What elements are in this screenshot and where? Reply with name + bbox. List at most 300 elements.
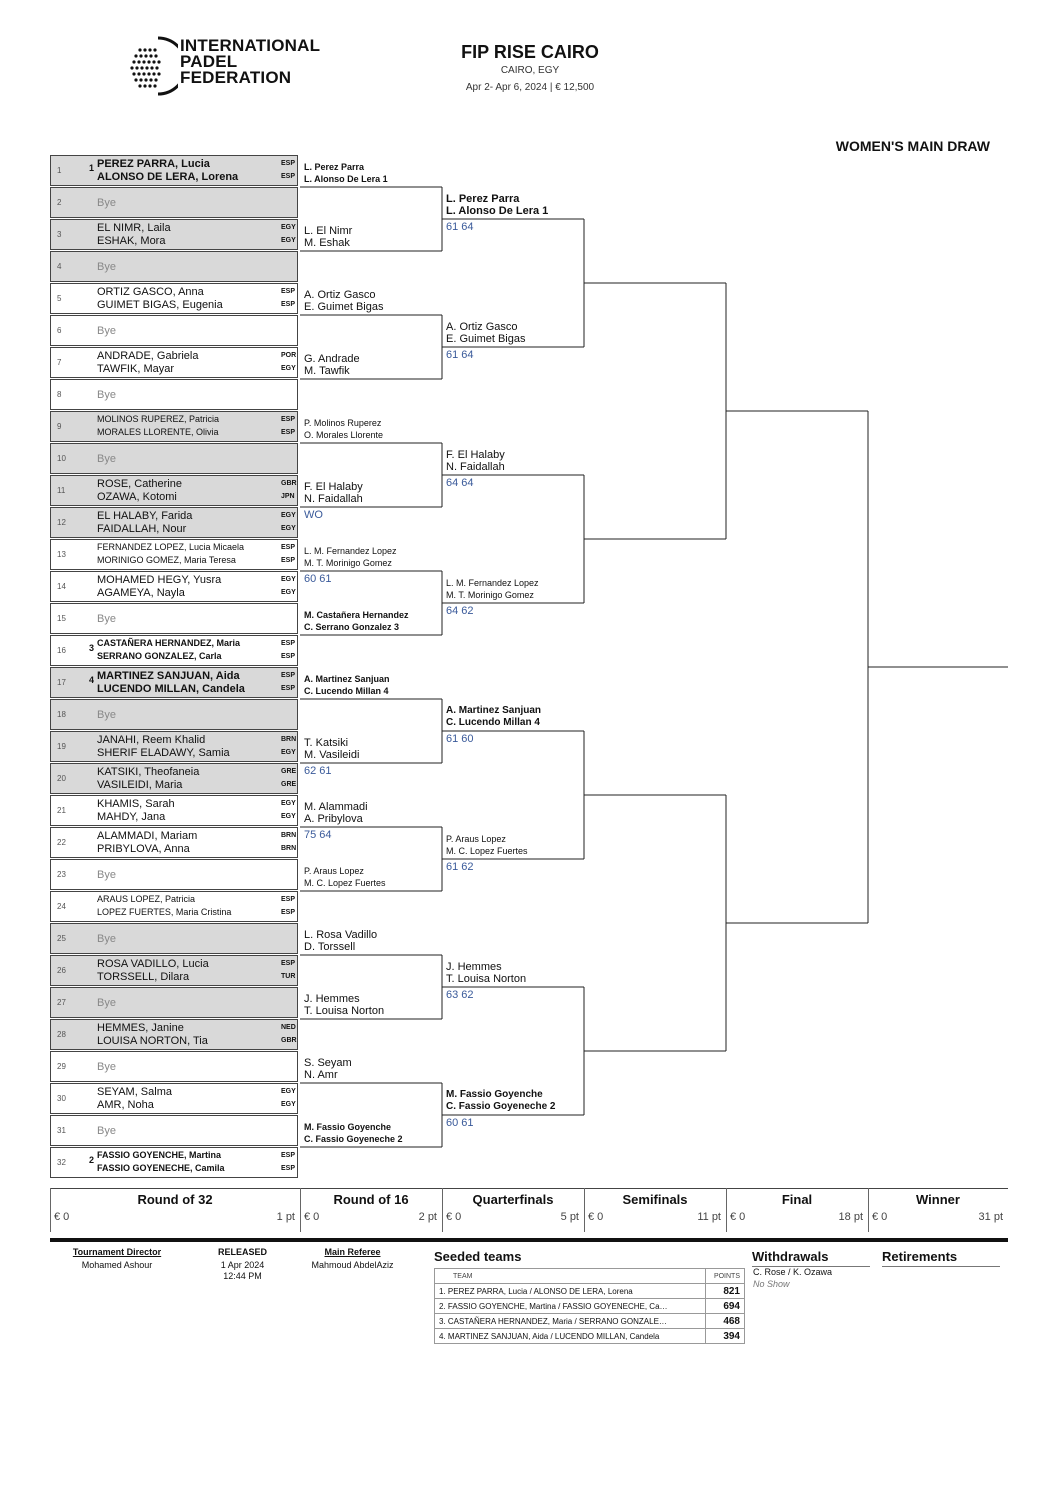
qf-team: [446, 833, 528, 857]
draw-slot: [50, 411, 298, 442]
r16-team: [304, 481, 363, 505]
seed-number: 4.: [439, 1331, 446, 1341]
slot-player-1: EL HALABY, Farida: [97, 510, 193, 522]
slot-country-2: BRN: [281, 845, 297, 852]
qf-score: 64 64: [446, 477, 474, 489]
draw-title: WOMEN'S MAIN DRAW: [835, 138, 990, 154]
slot-bye: Bye: [97, 325, 116, 337]
r16-team: [304, 225, 352, 249]
draw-slot: [50, 219, 298, 250]
slot-bye: Bye: [97, 261, 116, 273]
qf-team: [446, 1089, 556, 1113]
round-prize: € 0: [54, 1211, 70, 1223]
slot-position: 2: [57, 198, 62, 207]
slot-player-1: MOLINOS RUPEREZ, Patricia: [97, 414, 220, 424]
round-name: Quarterfinals: [472, 1192, 554, 1207]
released-label: RELEASED: [217, 1247, 267, 1257]
round-name: Round of 32: [137, 1192, 213, 1207]
r16-player-1: L. Rosa Vadillo: [304, 929, 378, 941]
seed-team: PEREZ PARRA, Lucia / ALONSO DE LERA, Lorena: [447, 1286, 633, 1296]
r16-player-1: L. Perez Parra: [304, 162, 365, 172]
slot-player-1: KATSIKI, Theofaneia: [97, 766, 200, 778]
round-points: 2 pt: [418, 1211, 437, 1223]
slot-position: 3: [57, 230, 62, 239]
r16-player-1: J. Hemmes: [304, 993, 360, 1005]
slot-country-1: POR: [281, 352, 297, 359]
summary-divider: [50, 1188, 51, 1232]
draw-slot: [50, 475, 298, 506]
qf-score: 61 64: [446, 349, 474, 361]
main-referee-name: Mahmoud AbdelAziz: [311, 1260, 394, 1270]
qf-score: 63 62: [446, 989, 474, 1001]
r16-score: 60 61: [304, 573, 332, 585]
draw-slot: [50, 251, 298, 282]
released-time: 12:44 PM: [223, 1271, 262, 1281]
slot-country-1: ESP: [281, 160, 296, 167]
slot-player-1: ALAMMADI, Mariam: [97, 830, 198, 842]
r16-player-2: M. Vasileidi: [304, 749, 360, 761]
round-points: 11 pt: [697, 1211, 721, 1223]
r16-player-2: E. Guimet Bigas: [304, 301, 384, 313]
released-date: 1 Apr 2024: [220, 1260, 265, 1270]
team-column-header: TEAM: [435, 1269, 706, 1284]
slot-position: 19: [57, 742, 66, 751]
draw-slot: [50, 539, 298, 570]
qf-player-1: F. El Halaby: [446, 449, 505, 461]
r16-team: [304, 353, 360, 377]
summary-bottom-rule: [50, 1238, 1008, 1242]
slot-player-2: LUCENDO MILLAN, Candela: [97, 683, 245, 695]
slot-player-2: ALONSO DE LERA, Lorena: [97, 171, 239, 183]
qf-player-1: L. M. Fernandez Lopez: [446, 578, 539, 588]
draw-slot: [50, 635, 298, 666]
slot-player-1: MOHAMED HEGY, Yusra: [97, 574, 222, 586]
draw-slot: [50, 443, 298, 474]
round-prize: € 0: [730, 1211, 746, 1223]
logo-line-3: FEDERATION: [180, 68, 292, 87]
slot-player-1: PEREZ PARRA, Lucia: [97, 158, 210, 170]
seed-points: 468: [706, 1314, 745, 1329]
round-points: 5 pt: [560, 1211, 579, 1223]
qf-player-2: M. T. Morinigo Gomez: [446, 590, 534, 600]
slot-country-1: ESP: [281, 640, 296, 647]
slot-seed: 4: [89, 675, 95, 685]
qf-team: [446, 577, 539, 601]
r16-team: [304, 289, 383, 313]
r16-player-1: A. Martinez Sanjuan: [304, 674, 390, 684]
slot-position: 27: [57, 998, 66, 1007]
r16-team: [304, 993, 384, 1017]
slot-player-1: ARAUS LOPEZ, Patricia: [97, 894, 196, 904]
round-prize: € 0: [872, 1211, 888, 1223]
r16-player-2: M. Tawfik: [304, 365, 350, 377]
draw-slot: [50, 1147, 298, 1178]
slot-position: 16: [57, 646, 66, 655]
slot-position: 5: [57, 294, 62, 303]
seeded-header-row: [435, 1269, 745, 1284]
r16-player-1: F. El Halaby: [304, 481, 363, 493]
qf-score: 61 64: [446, 221, 474, 233]
slot-country-2: ESP: [281, 301, 296, 308]
slot-player-1: CASTAÑERA HERNANDEZ, Maria: [97, 638, 241, 648]
r16-player-1: L. El Nimr: [304, 225, 353, 237]
qf-player-1: A. Martinez Sanjuan: [446, 705, 542, 716]
slot-player-2: FAIDALLAH, Nour: [97, 523, 187, 535]
slot-country-1: ESP: [281, 416, 296, 423]
main-referee-label: Main Referee: [324, 1247, 381, 1257]
qf-player-1: A. Ortiz Gasco: [446, 321, 518, 333]
seed-number: 3.: [439, 1316, 446, 1326]
qf-team: [446, 961, 526, 985]
r16-team: [304, 929, 377, 953]
slot-country-2: ESP: [281, 1165, 296, 1172]
r16-player-1: M. Castañera Hernandez: [304, 610, 409, 620]
draw-slot: [50, 507, 298, 538]
slot-player-1: MARTINEZ SANJUAN, Aida: [97, 670, 240, 682]
draw-slot: [50, 155, 298, 186]
tournament-director-name: Mohamed Ashour: [81, 1260, 153, 1270]
slot-position: 9: [57, 422, 62, 431]
slot-country-2: EGY: [281, 749, 296, 756]
slot-country-1: EGY: [281, 512, 296, 519]
slot-bye: Bye: [97, 613, 116, 625]
seeded-row: [435, 1284, 745, 1299]
qf-player-2: N. Faidallah: [446, 461, 505, 473]
r16-player-1: A. Ortiz Gasco: [304, 289, 376, 301]
r16-player-1: L. M. Fernandez Lopez: [304, 546, 397, 556]
slot-position: 14: [57, 582, 66, 591]
r16-team: [304, 801, 368, 825]
slot-bye: Bye: [97, 997, 116, 1009]
slot-position: 28: [57, 1030, 66, 1039]
retirements-title: Retirements: [882, 1249, 1000, 1267]
slot-position: 7: [57, 358, 62, 367]
round-prize: € 0: [446, 1211, 462, 1223]
summary-divider: [584, 1188, 585, 1232]
round-points: 18 pt: [838, 1211, 863, 1223]
slot-player-1: KHAMIS, Sarah: [97, 798, 175, 810]
r16-player-2: O. Morales Llorente: [304, 430, 384, 440]
slot-position: 10: [57, 454, 66, 463]
r16-team: [304, 865, 386, 889]
slot-seed: 1: [89, 163, 95, 173]
slot-position: 26: [57, 966, 66, 975]
seeded-row: [435, 1314, 745, 1329]
draw-slot: [50, 987, 298, 1018]
draw-slot: [50, 731, 298, 762]
draw-slot: [50, 571, 298, 602]
qf-player-1: J. Hemmes: [446, 961, 502, 973]
slot-player-1: HEMMES, Janine: [97, 1022, 184, 1034]
r16-player-1: T. Katsiki: [304, 737, 349, 749]
tournament-director-label: Tournament Director: [72, 1247, 162, 1257]
slot-player-1: ORTIZ GASCO, Anna: [97, 286, 204, 298]
slot-country-1: EGY: [281, 224, 296, 231]
r16-player-2: M. C. Lopez Fuertes: [304, 878, 386, 888]
r16-player-2: N. Amr: [304, 1069, 338, 1081]
seed-team: MARTINEZ SANJUAN, Aida / LUCENDO MILLAN, Candela: [447, 1331, 660, 1341]
slot-bye: Bye: [97, 933, 116, 945]
r16-team: [304, 609, 409, 633]
slot-country-1: EGY: [281, 1088, 296, 1095]
draw-slot: [50, 315, 298, 346]
slot-player-1: FERNANDEZ LOPEZ, Lucia Micaela: [97, 542, 245, 552]
qf-player-1: L. Perez Parra: [446, 193, 520, 205]
r16-team: [304, 737, 359, 761]
slot-country-1: ESP: [281, 544, 296, 551]
draw-slot: [50, 347, 298, 378]
seed-points: 821: [706, 1284, 745, 1299]
logo-line-1: INTERNATIONAL: [180, 36, 321, 55]
slot-position: 12: [57, 518, 66, 527]
slot-country-2: EGY: [281, 813, 296, 820]
slot-position: 13: [57, 550, 66, 559]
slot-bye: Bye: [97, 1125, 116, 1137]
slot-player-1: ROSE, Catherine: [97, 478, 182, 490]
r16-score: 75 64: [304, 829, 332, 841]
slot-country-1: GBR: [281, 480, 297, 487]
slot-player-2: LOPEZ FUERTES, Maria Cristina: [97, 907, 232, 917]
r16-team: [304, 1121, 403, 1145]
qf-player-2: L. Alonso De Lera 1: [446, 205, 549, 217]
round-prize: € 0: [588, 1211, 604, 1223]
slot-country-2: EGY: [281, 1101, 296, 1108]
slot-player-1: ANDRADE, Gabriela: [97, 350, 199, 362]
slot-country-2: GBR: [281, 1037, 297, 1044]
slot-player-2: TORSSELL, Dilara: [97, 971, 190, 983]
r16-score: WO: [304, 509, 323, 521]
slot-bye: Bye: [97, 869, 116, 881]
slot-position: 15: [57, 614, 66, 623]
r16-player-2: C. Serrano Gonzalez 3: [304, 622, 400, 632]
seeded-row: [435, 1299, 745, 1314]
slot-country-1: ESP: [281, 896, 296, 903]
r16-team: [304, 673, 390, 697]
r16-team: [304, 161, 388, 185]
slot-position: 32: [57, 1158, 66, 1167]
qf-player-2: M. C. Lopez Fuertes: [446, 846, 528, 856]
slot-country-1: GRE: [281, 768, 297, 775]
slot-position: 29: [57, 1062, 66, 1071]
slot-player-2: PRIBYLOVA, Anna: [97, 843, 190, 855]
r16-player-2: M. T. Morinigo Gomez: [304, 558, 392, 568]
slot-position: 11: [57, 486, 66, 495]
slot-country-2: ESP: [281, 429, 296, 436]
r16-team: [304, 417, 383, 441]
slot-position: 8: [57, 390, 62, 399]
round-name: Round of 16: [333, 1192, 409, 1207]
slot-player-1: EL NIMR, Laila: [97, 222, 171, 234]
slot-player-2: AGAMEYA, Nayla: [97, 587, 185, 599]
r16-team: [304, 545, 397, 569]
qf-player-2: C. Lucendo Millan 4: [446, 717, 540, 728]
slot-country-2: EGY: [281, 589, 296, 596]
r16-player-1: S. Seyam: [304, 1057, 352, 1069]
seed-points: 394: [706, 1329, 745, 1344]
tournament-dates: Apr 2- Apr 6, 2024 | € 12,500: [465, 82, 595, 93]
tournament-title: FIP RISE CAIRO: [461, 42, 599, 62]
slot-country-1: ESP: [281, 288, 296, 295]
slot-player-1: FASSIO GOYENCHE, Martina: [97, 1150, 222, 1160]
slot-player-2: VASILEIDI, Maria: [97, 779, 183, 791]
slot-position: 21: [57, 806, 66, 815]
draw-slot: [50, 859, 298, 890]
draw-slot: [50, 1115, 298, 1146]
slot-country-2: TUR: [281, 973, 296, 980]
qf-player-1: P. Araus Lopez: [446, 834, 506, 844]
r16-player-2: M. Eshak: [304, 237, 350, 249]
slot-player-1: JANAHI, Reem Khalid: [97, 734, 206, 746]
slot-country-2: GRE: [281, 781, 297, 788]
draw-slot: [50, 603, 298, 634]
r16-player-1: P. Molinos Ruperez: [304, 418, 382, 428]
main-referee: [300, 1247, 405, 1270]
slot-country-1: NED: [281, 1024, 296, 1031]
slot-country-2: EGY: [281, 365, 296, 372]
qf-player-2: T. Louisa Norton: [446, 973, 527, 985]
r16-player-2: D. Torssell: [304, 941, 356, 953]
summary-divider: [726, 1188, 727, 1232]
round-points: 1 pt: [276, 1211, 295, 1223]
slot-country-1: BRN: [281, 832, 297, 839]
slot-player-2: SHERIF ELADAWY, Samia: [97, 747, 230, 759]
draw-slot: [50, 187, 298, 218]
r16-team: [304, 1057, 352, 1081]
slot-country-1: EGY: [281, 800, 296, 807]
slot-position: 30: [57, 1094, 66, 1103]
qf-team: [446, 705, 541, 729]
seeded-teams-title: Seeded teams: [434, 1249, 522, 1264]
tournament-director: [62, 1247, 172, 1270]
seed-number: 2.: [439, 1301, 446, 1311]
slot-country-1: BRN: [281, 736, 297, 743]
slot-position: 25: [57, 934, 66, 943]
summary-divider: [868, 1188, 869, 1232]
qf-team: [446, 193, 548, 217]
slot-player-1: ROSA VADILLO, Lucia: [97, 958, 209, 970]
qf-player-2: E. Guimet Bigas: [446, 333, 526, 345]
slot-seed: 2: [89, 1155, 95, 1165]
slot-country-2: ESP: [281, 685, 296, 692]
slot-player-2: FASSIO GOYENECHE, Camila: [97, 1163, 225, 1173]
slot-player-2: AMR, Noha: [97, 1099, 154, 1111]
draw-slot: [50, 763, 298, 794]
slot-player-2: TAWFIK, Mayar: [97, 363, 174, 375]
slot-player-2: OZAWA, Kotomi: [97, 491, 177, 503]
draw-slot: [50, 923, 298, 954]
draw-slot: [50, 1019, 298, 1050]
slot-player-1: SEYAM, Salma: [97, 1086, 172, 1098]
slot-player-2: SERRANO GONZALEZ, Carla: [97, 651, 222, 661]
draw-slot: [50, 1083, 298, 1114]
r16-player-1: P. Araus Lopez: [304, 866, 364, 876]
qf-player-2: C. Fassio Goyeneche 2: [446, 1101, 556, 1112]
draw-slot: [50, 699, 298, 730]
draw-slot: [50, 283, 298, 314]
draw-slot: [50, 379, 298, 410]
slot-country-1: EGY: [281, 576, 296, 583]
slot-bye: Bye: [97, 197, 116, 209]
round-prize: € 0: [304, 1211, 320, 1223]
seed-team: CASTAÑERA HERNANDEZ, Maria / SERRANO GONZALE…: [447, 1316, 667, 1326]
qf-team: [446, 321, 525, 345]
slot-player-2: LOUISA NORTON, Tia: [97, 1035, 208, 1047]
r16-player-2: N. Faidallah: [304, 493, 363, 505]
seed-points: 694: [706, 1299, 745, 1314]
slot-country-1: ESP: [281, 672, 296, 679]
slot-bye: Bye: [97, 453, 116, 465]
slot-position: 31: [57, 1126, 66, 1135]
slot-country-1: ESP: [281, 960, 296, 967]
r16-score: 62 61: [304, 765, 332, 777]
r16-player-2: C. Lucendo Millan 4: [304, 686, 389, 696]
slot-country-2: ESP: [281, 557, 296, 564]
slot-player-2: MORINIGO GOMEZ, Maria Teresa: [97, 555, 236, 565]
draw-slot: [50, 795, 298, 826]
slot-country-2: EGY: [281, 525, 296, 532]
slot-bye: Bye: [97, 709, 116, 721]
slot-bye: Bye: [97, 389, 116, 401]
withdrawals-title: Withdrawals: [752, 1249, 870, 1267]
slot-country-1: ESP: [281, 1152, 296, 1159]
slot-player-2: ESHAK, Mora: [97, 235, 166, 247]
r16-player-2: L. Alonso De Lera 1: [304, 174, 388, 184]
qf-player-1: M. Fassio Goyenche: [446, 1089, 543, 1100]
draw-slot: [50, 891, 298, 922]
slot-country-2: JPN: [281, 493, 295, 500]
slot-player-2: MAHDY, Jana: [97, 811, 166, 823]
summary-divider: [442, 1188, 443, 1232]
slot-position: 6: [57, 326, 62, 335]
slot-position: 18: [57, 710, 66, 719]
qf-score: 64 62: [446, 605, 474, 617]
seeded-teams-table: [434, 1268, 745, 1344]
slot-bye: Bye: [97, 1061, 116, 1073]
round-points: 31 pt: [978, 1211, 1003, 1223]
withdrawal-team: C. Rose / K. Ozawa: [753, 1267, 833, 1277]
r16-player-1: M. Alammadi: [304, 801, 368, 813]
seed-number: 1.: [439, 1286, 446, 1296]
summary-divider: [300, 1188, 301, 1232]
r16-player-1: M. Fassio Goyenche: [304, 1122, 392, 1132]
slot-player-2: GUIMET BIGAS, Eugenia: [97, 299, 223, 311]
slot-position: 23: [57, 870, 66, 879]
round-name: Semifinals: [622, 1192, 688, 1207]
released-info: [195, 1247, 290, 1281]
slot-country-2: ESP: [281, 909, 296, 916]
r16-player-2: A. Pribylova: [304, 813, 363, 825]
slot-position: 24: [57, 902, 66, 911]
seeded-row: [435, 1329, 745, 1344]
logo-line-2: PADEL: [180, 52, 238, 71]
r16-player-2: C. Fassio Goyeneche 2: [304, 1134, 403, 1144]
slot-player-2: MORALES LLORENTE, Olivia: [97, 427, 219, 437]
draw-slot: [50, 667, 298, 698]
tournament-location: CAIRO, EGY: [500, 65, 560, 76]
slot-position: 1: [57, 166, 62, 175]
qf-score: 61 60: [446, 733, 474, 745]
draw-slot: [50, 1051, 298, 1082]
round-name: Winner: [916, 1192, 960, 1207]
slot-country-2: ESP: [281, 653, 296, 660]
withdrawal-reason: No Show: [753, 1279, 790, 1289]
slot-country-2: ESP: [281, 173, 296, 180]
slot-seed: 3: [89, 643, 95, 653]
slot-position: 20: [57, 774, 66, 783]
r16-player-2: T. Louisa Norton: [304, 1005, 385, 1017]
slot-position: 4: [57, 262, 62, 271]
qf-team: [446, 449, 505, 473]
